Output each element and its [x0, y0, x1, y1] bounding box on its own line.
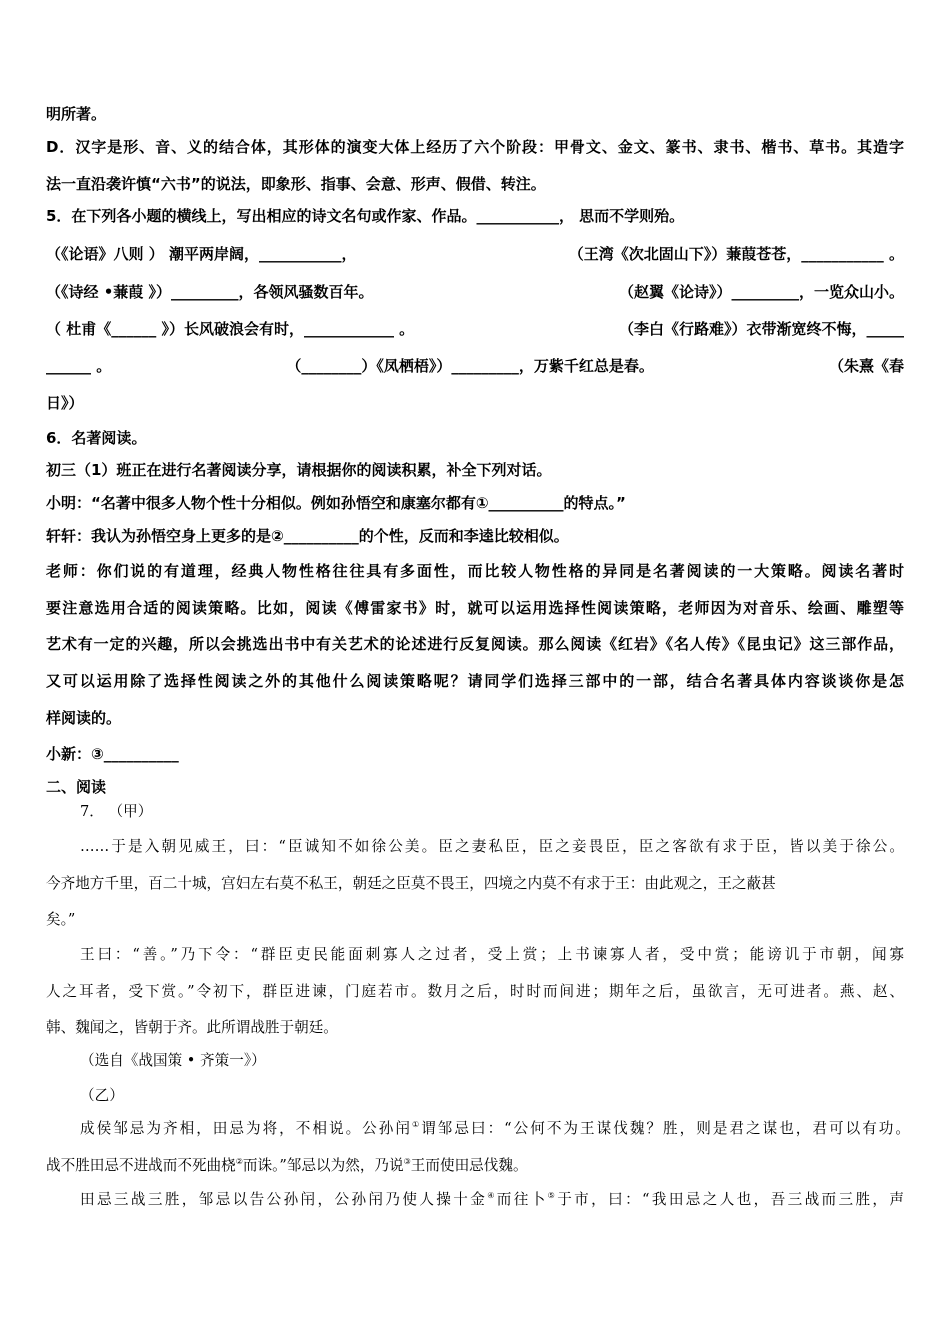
dialogue-line: 小新：③__________ — [46, 745, 179, 763]
passage-line — [80, 1118, 910, 1140]
footnote-marker: ⑤ — [547, 1191, 558, 1200]
passage-text: 谓邹忌曰：“公何不为王谋伐魏？胜，则是君之谋也，君可以有功。 — [421, 1120, 910, 1137]
text-line: 日》） — [46, 394, 84, 412]
text-line: 初三（1）班正在进行名著阅读分享，请根据你的阅读积累，补全下列对话。 — [46, 461, 552, 479]
section-heading: 二、阅读 — [46, 778, 107, 796]
passage-text: 而往卜 — [496, 1191, 548, 1208]
dialogue-line: 老师：你们说的有道理，经典人物性格往往具有多面性，而比较人物性格的异同是名著阅读的一大策略。阅读名著时 — [46, 562, 904, 580]
passage-line: 韩、魏闻之，皆朝于齐。此所谓战胜于朝廷。 — [46, 1019, 338, 1036]
poem-blank: （王湾《次北固山下》）蒹葭苍苍，___________ 。 — [568, 245, 904, 263]
question-5-row — [46, 318, 904, 340]
passage-text: 王而使田忌伐魏。 — [410, 1157, 528, 1174]
passage-text: 战不胜田忌不进战而不死曲桡 — [46, 1157, 236, 1174]
passage-line — [80, 1189, 904, 1211]
passage-text: 成侯邹忌为齐相，田忌为将，不相说。公孙闬 — [80, 1120, 412, 1137]
passage-line: 人之耳者，受下赏。”令初下，群臣进谏，门庭若市。数月之后，时时而间进；期年之后，虽欲言，无可进者。燕、赵、 — [46, 983, 904, 1000]
passage-text: 田忌三战三胜，邹忌以告公孙闬，公孙闬乃使人操十金 — [80, 1191, 488, 1208]
passage-line: 矣。” — [46, 911, 76, 928]
dialogue-line: 小明：“名著中很多人物个性十分相似。例如孙悟空和康塞尔都有①__________的特点。” — [46, 494, 626, 512]
footnote-marker: ② — [235, 1157, 243, 1166]
dialogue-line: 轩轩：我认为孙悟空身上更多的是②__________的个性，反而和李逵比较相似。 — [46, 527, 569, 545]
passage-line: 今齐地方千里，百二十城，宫妇左右莫不私王，朝廷之臣莫不畏王，四境之内莫不有求于王：由此观之，王之蔽甚 — [46, 875, 776, 892]
poem-blank: ______ 。 — [46, 357, 112, 375]
footnote-marker: ④ — [487, 1191, 497, 1200]
poem-blank: （李白《行路难》）衣带渐宽终不悔，_____ — [618, 320, 904, 338]
poem-blank: （赵翼《论诗》）_________，一览众山小。 — [618, 283, 904, 301]
poem-blank: （《诗经 •蒹葭 》）_________，各领风骚数百年。 — [46, 283, 374, 301]
passage-text: 于市，曰：“我田忌之人也，吾三战而三胜，声 — [557, 1191, 904, 1208]
passage-line — [46, 1155, 528, 1177]
passage-source: （选自《战国策 • 齐策一》） — [80, 1052, 266, 1069]
passage-line: 王曰：“善。”乃下令：“群臣吏民能面刺寡人之过者，受上赏；上书谏寡人者，受中赏；能谤讥于市朝，闻寡 — [80, 946, 904, 963]
poem-blank: （朱熹《春 — [828, 357, 904, 375]
text-line: D．汉字是形、音、义的结合体，其形体的演变大体上经历了六个阶段：甲骨文、金文、篆书、隶书、楷书、草书。其造字 — [46, 138, 904, 156]
question-6-title: 6．名著阅读。 — [46, 429, 147, 447]
text-line: 法一直沿袭许慎“六书”的说法，即象形、指事、会意、形声、假借、转注。 — [46, 175, 546, 193]
passage-heading: （乙） — [80, 1087, 124, 1104]
poem-blank: （________）《凤栖梧》）_________，万紫千红总是春。 — [286, 357, 654, 375]
poem-blank: （《论语》八则 ） 潮平两岸阔，___________， — [46, 245, 357, 263]
dialogue-line: 要注意选用合适的阅读策略。比如，阅读《傅雷家书》时，就可以运用选择性阅读策略，老师因为对音乐、绘画、雕塑等 — [46, 599, 904, 617]
text-line: 明所著。 — [46, 105, 107, 123]
passage-line: ……于是入朝见威王，曰：“臣诚知不如徐公美。臣之妻私臣，臣之妾畏臣，臣之客欲有求于臣，皆以美于徐公。 — [80, 838, 904, 855]
question-5-stem: 5．在下列各小题的横线上，写出相应的诗文名句或作家、作品。___________， 思而不学则殆。 — [46, 207, 685, 225]
dialogue-line: 又可以运用除了选择性阅读之外的其他什么阅读策略呢？请同学们选择三部中的一部，结合名著具体内容谈谈你是怎 — [46, 672, 904, 690]
passage-text: 而诛。”邹忌以为然，乃说 — [242, 1157, 404, 1174]
footnote-marker: ① — [411, 1120, 422, 1129]
question-5-row — [46, 355, 904, 377]
footnote-marker: ③ — [403, 1157, 411, 1166]
question-7-title: 7． （甲） — [80, 803, 153, 820]
dialogue-line: 样阅读的。 — [46, 709, 122, 727]
question-5-row — [46, 281, 904, 303]
dialogue-line: 艺术有一定的兴趣，所以会挑选出书中有关艺术的论述进行反复阅读。那么阅读《红岩》《名人传》《昆虫记》这三部作品， — [46, 635, 904, 653]
poem-blank: （ 杜甫《______ 》）长风破浪会有时，____________ 。 — [46, 320, 415, 338]
question-5-row — [46, 243, 904, 265]
